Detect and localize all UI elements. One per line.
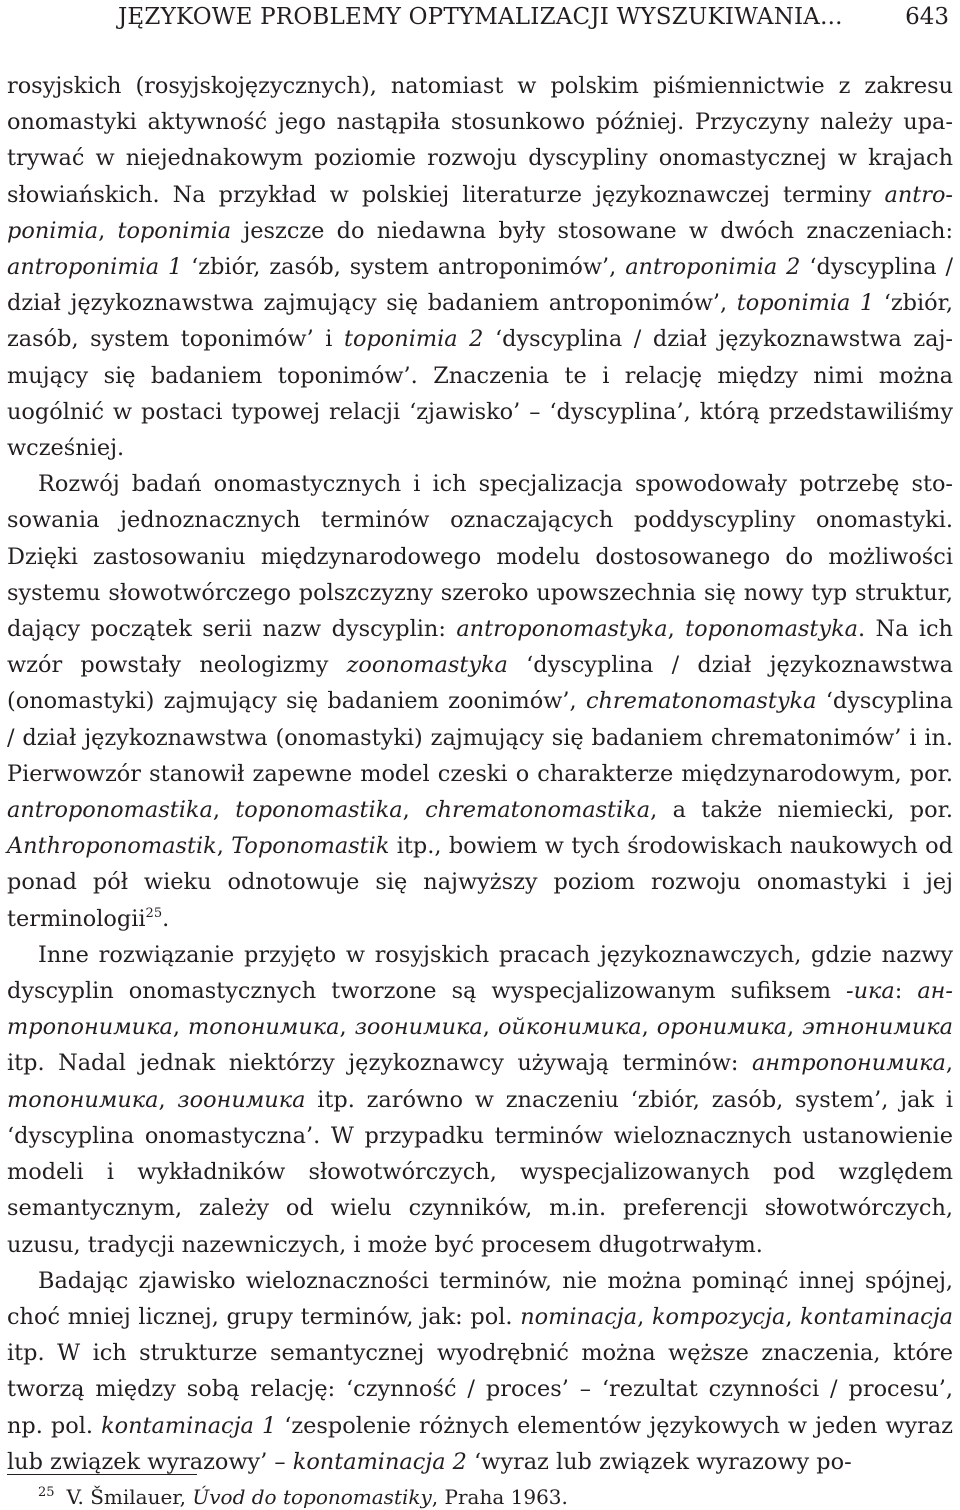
italic-term: zoonomastyka: [346, 652, 508, 679]
text-run: ,: [482, 1014, 498, 1041]
italic-term: топонимика: [7, 1086, 159, 1113]
running-title: JĘZYKOWE PROBLEMY OPTYMALIZACJI WYSZUKIWANIA...: [118, 4, 843, 30]
footnote-rule: [7, 1474, 197, 1475]
text-run: Inne rozwiązanie przyjęto w rosyjskich pracach językoznawczych, gdzie nazwy dyscyplin onomastycznych tworzone są wyspecjalizowanym sufiksem: [7, 941, 953, 1005]
text-run: ,: [216, 833, 232, 860]
paragraph: [7, 466, 953, 937]
body-text: [7, 68, 953, 1480]
text-run: jeszcze do niedawna były stosowane w dwóch znaczeniach:: [231, 217, 953, 244]
text-run: ,: [402, 797, 426, 824]
paragraph: [7, 1263, 953, 1480]
text-run: ,: [785, 1303, 801, 1330]
text-run: ,: [641, 1014, 657, 1041]
text-run: itp. zarówno w znaczeniu ‘zbiór, zasób, system’, jak i ‘dyscyplina onomastyczna’. W przypadku terminów wieloznacznych ustanowienie modeli i wykładników słowotwórczych, wyspecjalizowanych pod względem semantycznym, zależy od wielu czynników, m.in. preferencji słowotwórczych, uzusu, tradycji nazewniczych, i może być procesem długotrwałym.: [7, 1086, 953, 1258]
italic-term: toponimia 2: [343, 326, 484, 353]
text-run: ,: [637, 1303, 652, 1330]
footnote: [38, 1480, 953, 1510]
text-run: Rozwój badań onomastycznych i ich specjalizacja spowodowały potrzebę stosowania jednoznacznych terminów oznaczających poddyscypliny onomastyki. Dzięki zastosowaniu międzynarodowego modelu dostosowanego do możliwości systemu słowotwórczego polszczyzny szeroko upowszechnia się nowy typ struktur, dający początek serii nazw dyscyplin:: [7, 471, 953, 643]
italic-term: kontaminacja 1: [101, 1412, 277, 1439]
text-run: ‘zbiór, zasób, system toponimów’ i: [7, 290, 953, 353]
italic-term: toponomastyka: [685, 616, 858, 643]
italic-term: toponomastika: [235, 797, 403, 824]
italic-term: -ика: [846, 978, 895, 1005]
text-run: , a także niemiecki, por.: [650, 797, 953, 824]
text-run: ‘zespolenie różnych elementów językowych w jeden wyraz lub związek wyrazowy’ –: [7, 1412, 953, 1475]
text-run: ,: [172, 1014, 189, 1041]
text-run: ,: [212, 797, 236, 824]
italic-term: топонимика: [188, 1014, 340, 1041]
italic-term: зоонимика: [177, 1086, 306, 1113]
italic-term: toponimia: [117, 217, 232, 244]
text-run: V. Šmilauer,: [66, 1485, 193, 1509]
footnote-text: [67, 1485, 568, 1509]
text-run: . Na ich wzór powstały neologizmy: [7, 616, 953, 679]
text-run: , Praha 1963.: [431, 1485, 568, 1509]
text-run: itp., bowiem w tych środowiskach naukowych od ponad pół wieku odnotowuje się najwyższy poziom rozwoju onomastyki i jej terminologii: [7, 833, 953, 932]
italic-term: chrematonomastyka: [585, 688, 817, 715]
text-run: Badając zjawisko wieloznaczności terminów, nie można pominąć innej spójnej, choć mniej licznej, grupy terminów, jak: pol.: [7, 1267, 953, 1330]
italic-term: kontaminacja 2: [292, 1448, 467, 1475]
italic-term: ойконимика: [497, 1014, 642, 1041]
text-run: ‘zbiór, zasób, system antroponimów’,: [182, 254, 626, 281]
italic-term: kontaminacja: [800, 1303, 953, 1330]
text-run: ,: [667, 616, 686, 643]
paragraph: [7, 937, 953, 1263]
footnote-number: 25: [38, 1485, 55, 1500]
italic-term: antroponimia 1: [7, 254, 183, 281]
text-run: itp. Nadal jednak niektórzy językoznawcy używają terminów:: [7, 1050, 752, 1077]
italic-term: nominacja: [520, 1303, 638, 1330]
italic-term: зоонимика: [354, 1014, 483, 1041]
footnote-ref: 25: [145, 905, 163, 921]
text-run: :: [894, 978, 918, 1005]
paragraph: [7, 68, 953, 466]
text-run: itp. W ich strukturze semantycznej wyodrębnić można węższe znaczenia, które tworzą między sobą relację: ‘czynność / proces’ – ‘rezultat czynności / procesu’, np. pol.: [7, 1340, 953, 1439]
italic-term: chrematonomastika: [425, 797, 651, 824]
text-run: ,: [945, 1050, 953, 1077]
italic-term: antroponomastyka: [456, 616, 668, 643]
text-run: ‘dyscyplina / dział językoznawstwa zajmujący się badaniem toponimów’. Znaczenia te i relację między nimi można uogólnić w postaci typowej relacji ‘zjawisko’ – ‘dyscyplina’, którą przedstawiliśmy wcześniej.: [7, 326, 953, 462]
text-run: ‘dyscyplina / dział językoznawstwa (onomastyki) zajmujący się badaniem chrematonimów’ i in. Pierwowzór stanowił zapewne model czeski o charakterze międzynarodowym, por.: [7, 688, 954, 787]
italic-term: Anthroponomastik: [7, 833, 217, 860]
italic-term: Úvod do toponomastiky: [192, 1485, 432, 1509]
running-header: [7, 2, 953, 32]
text-run: ,: [786, 1014, 803, 1041]
italic-term: antroponomastika: [7, 797, 213, 824]
text-run: ,: [98, 217, 118, 244]
italic-term: антропонимика: [7, 978, 953, 1041]
italic-term: kompozycja: [651, 1303, 786, 1330]
text-run: ‘wyraz lub związek wyrazowy po-: [466, 1448, 852, 1475]
italic-term: toponimia 1: [736, 290, 875, 317]
italic-term: оронимика: [656, 1014, 787, 1041]
text-run: ,: [158, 1086, 178, 1113]
italic-term: антропонимика: [751, 1050, 946, 1077]
text-run: .: [162, 905, 170, 932]
text-run: ‘dyscyplina / dział językoznawstwa zajmujący się badaniem antroponimów’,: [7, 254, 954, 317]
italic-term: antroponimia 2: [625, 254, 801, 281]
text-run: ‘dyscyplina / dział językoznawstwa (onomastyki) zajmujący się badaniem zoonimów’,: [7, 652, 953, 715]
italic-term: этнонимика: [802, 1014, 953, 1041]
page-number: 643: [905, 4, 949, 30]
italic-term: Toponomastik: [231, 833, 390, 860]
text-run: ,: [339, 1014, 355, 1041]
text-run: rosyjskich (rosyjskojęzycznych), natomiast w polskim piśmiennictwie z zakresu onomastyki aktywność jego nastąpiła stosunkowo później. Przyczyny należy upatrywać w niejednakowym poziomie rozwoju dyscypliny onomastycznej w krajach słowiańskich. Na przykład w polskiej literaturze językoznawczej terminy: [7, 73, 953, 208]
italic-term: antroponimia: [7, 181, 953, 244]
